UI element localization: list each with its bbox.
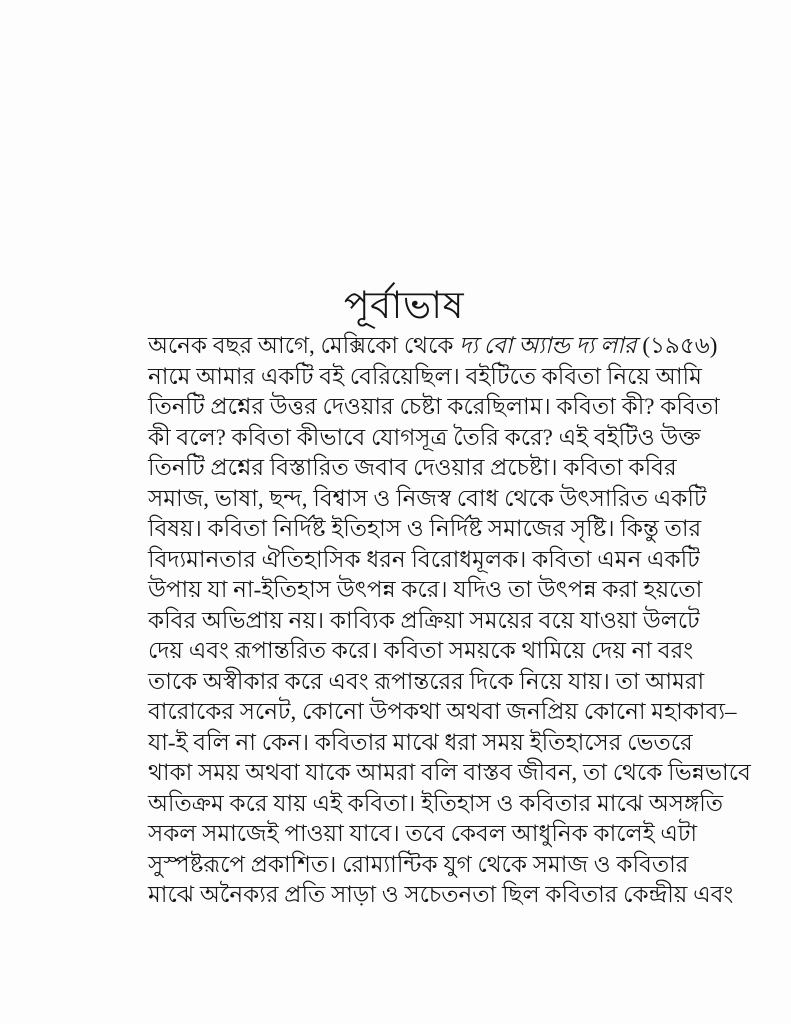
paragraph-line: মাঝে অনৈক্যর প্রতি সাড়া ও সচেতনতা ছিল কবিতার কেন্দ্রীয় এবং xyxy=(148,882,734,907)
paragraph-line: তাকে অস্বীকার করে এবং রূপান্তরের দিকে নিয়ে যায়। তা আমরা xyxy=(148,668,705,694)
paragraph-line: তিনটি প্রশ্নের বিস্তারিত জবাব দেওয়ার প্রচেষ্টা। কবিতা কবির xyxy=(148,455,677,480)
paragraph-line: বিষয়। কবিতা নির্দিষ্ট ইতিহাস ও নির্দিষ্ট সমাজের সৃষ্টি। কিন্তু তার xyxy=(148,516,702,541)
paragraph-line: অতিক্রম করে যায় এই কবিতা। ইতিহাস ও কবিতার মাঝে অসঙ্গতি xyxy=(148,790,724,816)
paragraph-line xyxy=(148,331,718,362)
paragraph-line: সমাজ, ভাষা, ছন্দ, বিশ্বাস ও নিজস্ব বোধ থেকে উৎসারিত একটি xyxy=(148,485,707,511)
paragraph-line: দেয় এবং রূপান্তরিত করে। কবিতা সময়কে থামিয়ে দেয় না বরং xyxy=(148,638,694,663)
line1-post: (১৯৫৬) xyxy=(642,333,718,358)
paragraph-line: সুস্পষ্টরূপে প্রকাশিত। রোম্যান্টিক যুগ থেকে সমাজ ও কবিতার xyxy=(148,851,689,877)
paragraph-line: সকল সমাজেই পাওয়া যাবে। তবে কেবল আধুনিক কালেই এটা xyxy=(148,821,698,846)
chapter-title: পূর্বাভাষ xyxy=(343,285,465,328)
paragraph-line: থাকা সময় অথবা যাকে আমরা বলি বাস্তব জীবন, তা থেকে ভিন্নভাবে xyxy=(148,760,751,785)
line1-pre: অনেক বছর আগে, মেক্সিকো থেকে xyxy=(148,333,454,358)
paragraph-line: কবির অভিপ্রায় নয়। কাব্যিক প্রক্রিয়া সময়ের বয়ে যাওয়া উলটে xyxy=(148,607,700,633)
paragraph-line: বারোকের সনেট, কোনো উপকথা অথবা জনপ্রিয় কোনো মহাকাব্য– xyxy=(148,699,737,724)
paragraph-line: বিদ্যমানতার ঐতিহাসিক ধরন বিরোধমূলক। কবিতা এমন একটি xyxy=(148,546,700,572)
paragraph-line: কী বলে? কবিতা কীভাবে যোগসূত্র তৈরি করে? এই বইটিও উক্ত xyxy=(148,424,701,450)
paragraph-line: উপায় যা না-ইতিহাস উৎপন্ন করে। যদিও তা উৎপন্ন করা হয়তো xyxy=(148,577,703,602)
preface-paragraph xyxy=(148,331,751,911)
paragraph-line: তিনটি প্রশ্নের উত্তর দেওয়ার চেষ্টা করেছিলাম। কবিতা কী? কবিতা xyxy=(148,394,720,419)
paragraph-line: যা-ই বলি না কেন। কবিতার মাঝে ধরা সময় ইতিহাসের ভেতরে xyxy=(148,729,693,755)
paragraph-line: নামে আমার একটি বই বেরিয়েছিল। বইটিতে কবিতা নিয়ে আমি xyxy=(148,363,702,389)
book-title-italic: দ্য বো অ্যান্ড দ্য লার xyxy=(459,333,637,358)
